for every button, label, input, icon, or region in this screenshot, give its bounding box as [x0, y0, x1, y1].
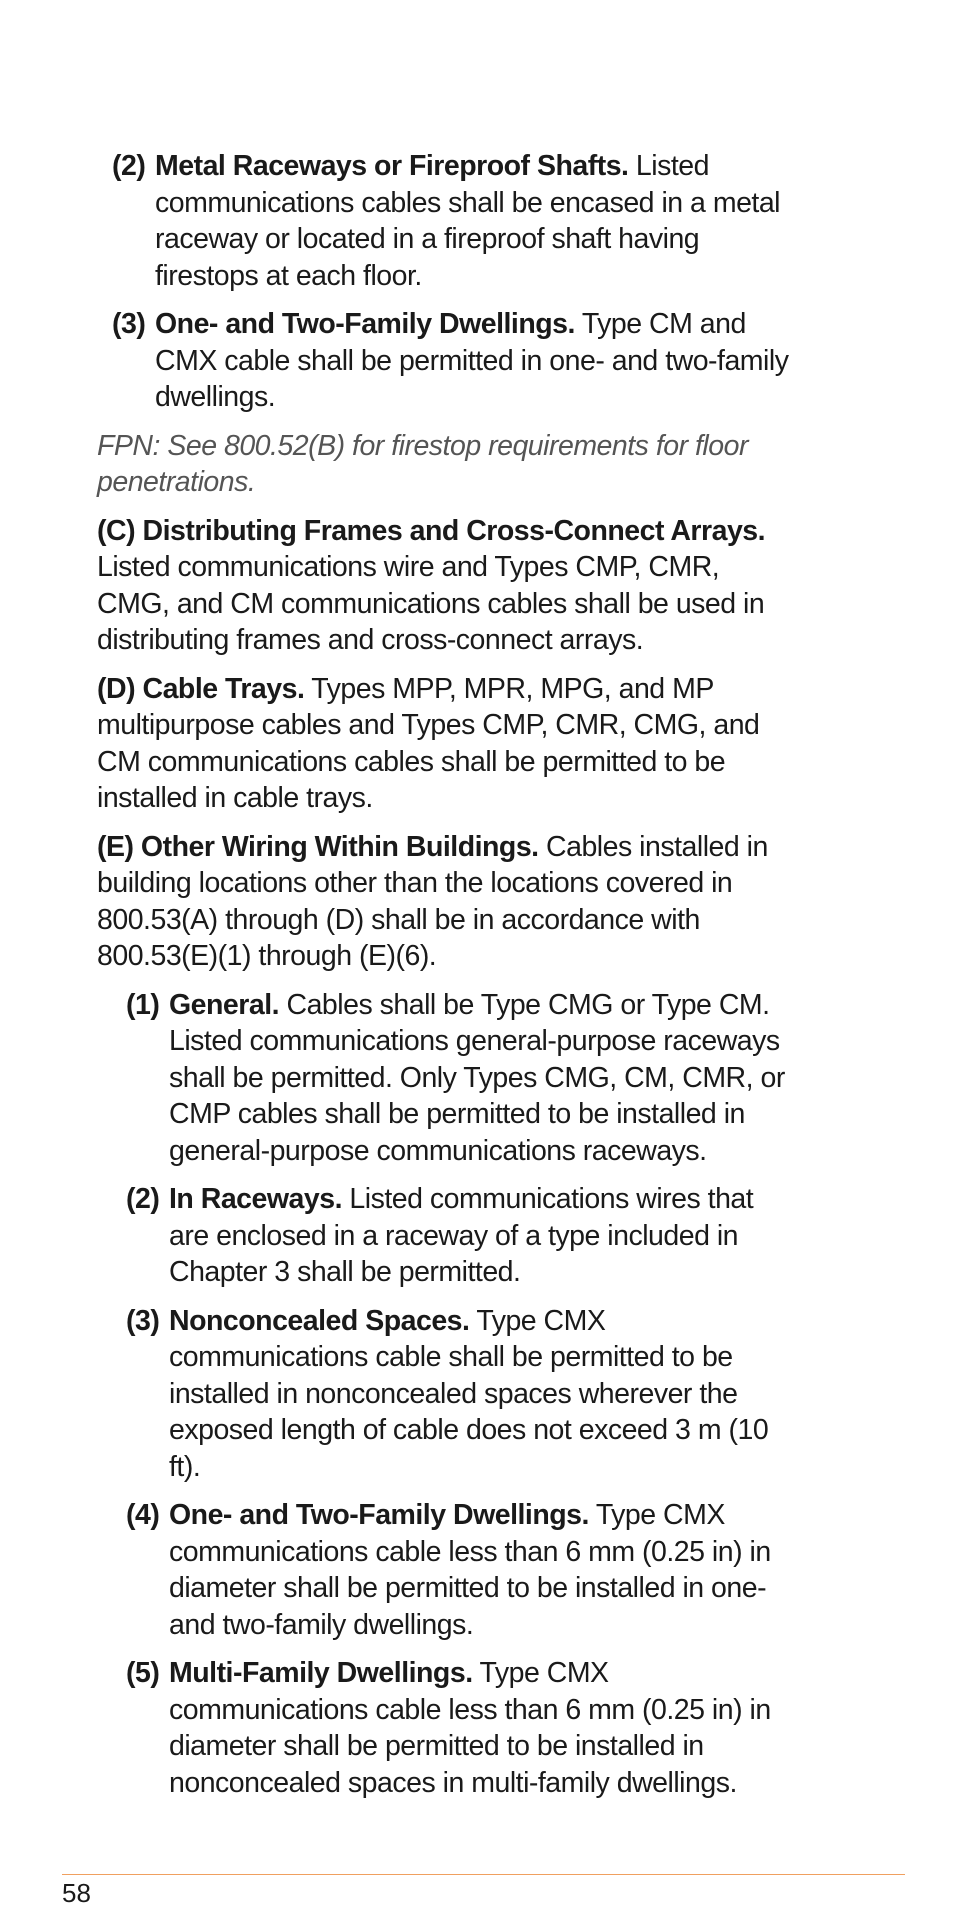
item-text: Cables shall be Type CMG or Type CM. Listed communications general-purpose raceways shall be permitted. Only Types CMG, CM, CMR, or CMP cables shall be permitted to be installed in general-purpose communications raceways. [169, 988, 785, 1167]
section-heading: (E) Other Wiring Within Buildings. [97, 830, 539, 863]
list-item [97, 1181, 797, 1291]
item-text: Type CMX communications cable shall be permitted to be installed in nonconcealed spaces wherever the exposed length of cable does not exceed 3 m (10 ft). [169, 1304, 769, 1483]
item-text: Type CMX communications cable less than 6 mm (0.25 in) in diameter shall be permitted to be installed in one- and two-family dwellings. [169, 1499, 771, 1641]
item-number: (1) [126, 988, 160, 1021]
page-number: 58 [62, 1878, 91, 1908]
item-number: (4) [126, 1499, 160, 1531]
section-heading: (D) Cable Trays. [97, 672, 305, 705]
item-text: Listed communications wires that are enclosed in a raceway of a type included in Chapter 3 shall be permitted. [169, 1183, 754, 1288]
list-item [97, 306, 797, 416]
list-item [97, 148, 797, 294]
list-item [97, 1655, 797, 1801]
section-text: Types MPP, MPR, MPG, and MP multipurpose cables and Types CMP, CMR, CMG, and CM communications cables shall be permitted to be installed in cable trays. [97, 672, 760, 814]
item-number: (3) [126, 1304, 160, 1337]
section-text: Cables installed in building locations other than the locations covered in 800.53(A) through (D) shall be in accordance with 800.53(E)(1) through (E)(6). [97, 830, 768, 972]
item-heading: Multi-Family Dwellings. [169, 1657, 473, 1689]
list-item [97, 1497, 797, 1643]
item-text: Listed communications cables shall be encased in a metal raceway or located in a fireproof shaft having firestops at each floor. [155, 150, 781, 292]
list-item [97, 987, 797, 1170]
section-paragraph [97, 671, 797, 817]
footer-divider [62, 1874, 905, 1875]
item-heading: One- and Two-Family Dwellings. [169, 1499, 589, 1531]
item-text: Type CMX communications cable less than 6 mm (0.25 in) in diameter shall be permitted to be installed in nonconcealed spaces in multi-family dwellings. [169, 1657, 771, 1799]
section-paragraph [97, 513, 797, 659]
item-heading: One- and Two-Family Dwellings. [155, 308, 575, 340]
item-heading: Nonconcealed Spaces. [169, 1304, 470, 1337]
item-heading: In Raceways. [169, 1183, 343, 1215]
page-content [97, 148, 797, 1813]
section-paragraph [97, 829, 797, 975]
section-heading: (C) Distributing Frames and Cross-Connect Arrays. [97, 514, 766, 547]
section-text: Listed communications wire and Types CMP, CMR, CMG, and CM communications cables shall be used in distributing frames and cross-connect arrays. [97, 551, 765, 656]
list-item [97, 1303, 797, 1486]
item-heading: General. [169, 988, 280, 1021]
item-text: Type CM and CMX cable shall be permitted in one- and two-family dwellings. [155, 308, 789, 413]
fine-print-note: FPN: See 800.52(B) for firestop requirements for floor penetrations. [97, 429, 748, 498]
item-number: (3) [112, 308, 146, 340]
item-number: (5) [126, 1657, 160, 1689]
item-number: (2) [126, 1183, 160, 1215]
item-heading: Metal Raceways or Fireproof Shafts. [155, 150, 629, 182]
item-number: (2) [112, 150, 146, 182]
